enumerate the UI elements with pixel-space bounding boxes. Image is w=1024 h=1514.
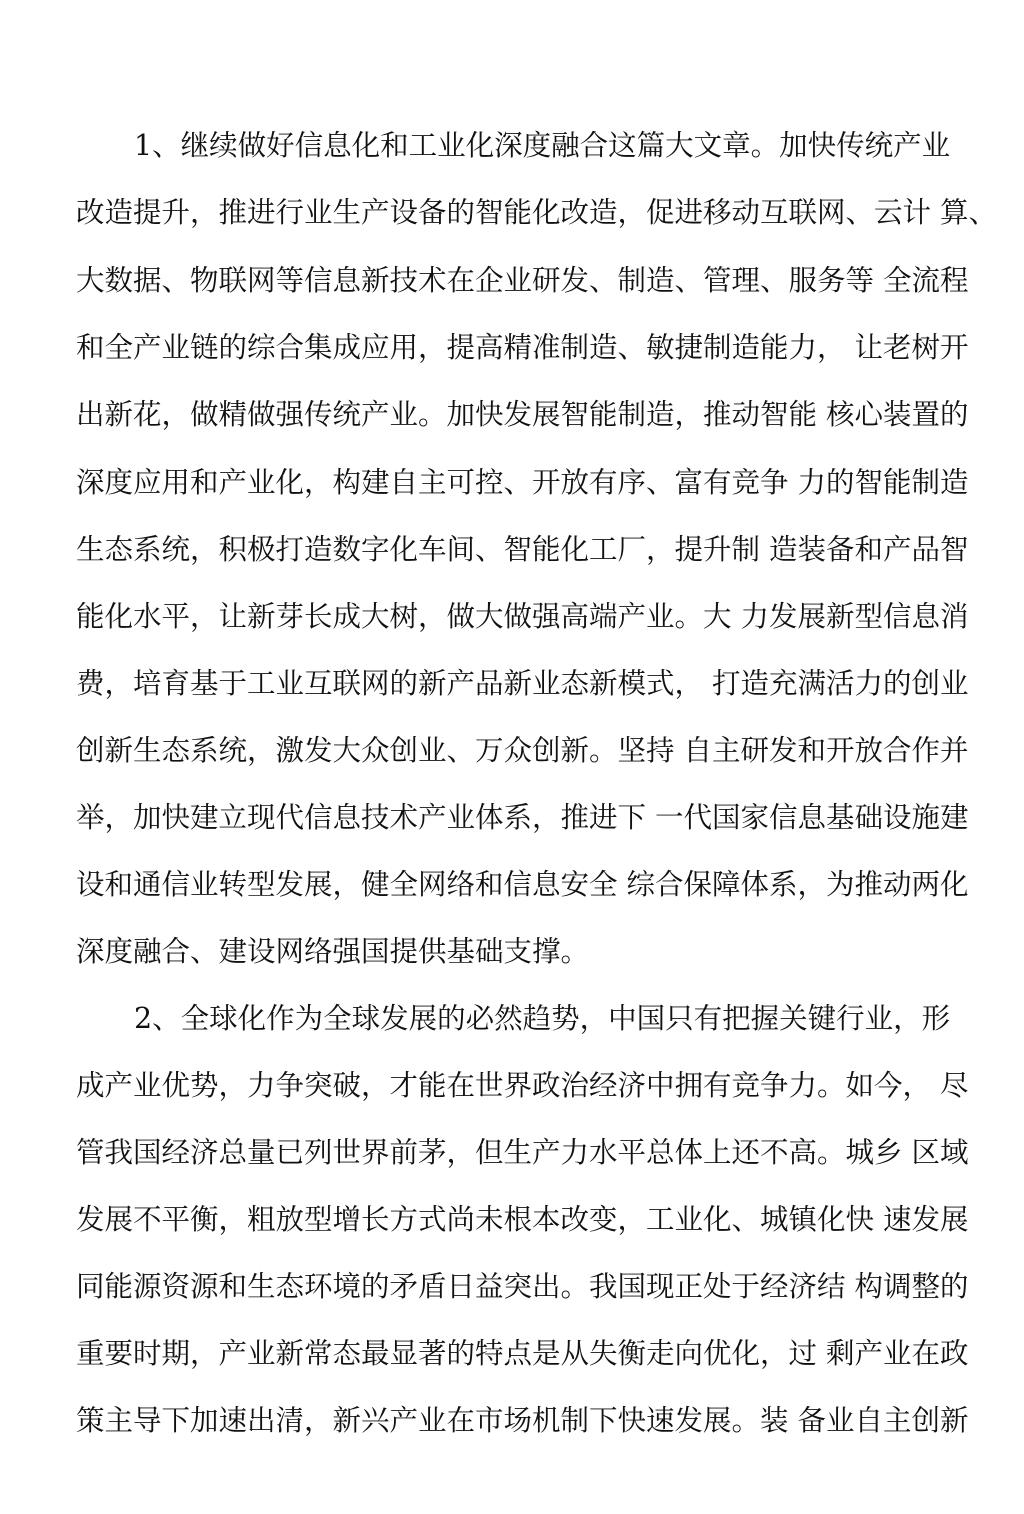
paragraph-1-line-7: 生态系统，积极打造数字化车间、智能化工厂，提升制 造装备和产品智 (76, 533, 969, 566)
paragraph-1-line-6: 深度应用和产业化，构建自主可控、开放有序、富有竞争 力的智能制造 (76, 466, 969, 499)
paragraph-1-line-12: 设和通信业转型发展，健全网络和信息安全 综合保障体系，为推动两化 (76, 868, 969, 901)
paragraph-2-line-3: 管我国经济总量已列世界前茅，但生产力水平总体上还不高。城乡 区域 (76, 1136, 969, 1169)
paragraph-2-line-7: 策主导下加速出清，新兴产业在市场机制下快速发展。装 备业自主创新 (76, 1404, 969, 1437)
paragraph-1-line-2: 改造提升，推进行业生产设备的智能化改造，促进移动互联网、云计 算、 (76, 196, 998, 229)
paragraph-1-line-4: 和全产业链的综合集成应用，提高精准制造、敏捷制造能力， 让老树开 (76, 331, 969, 364)
paragraph-2-line-4: 发展不平衡，粗放型增长方式尚未根本改变，工业化、城镇化快 速发展 (76, 1203, 969, 1236)
paragraph-1-line-8: 能化水平，让新芽长成大树，做大做强高端产业。大 力发展新型信息消 (76, 600, 969, 633)
paragraph-1-line-3: 大数据、物联网等信息新技术在企业研发、制造、管理、服务等 全流程 (76, 264, 969, 297)
paragraph-1-line-11: 举，加快建立现代信息技术产业体系，推进下 一代国家信息基础设施建 (76, 801, 969, 834)
paragraph-2-line-5: 同能源资源和生态环境的矛盾日益突出。我国现正处于经济结 构调整的 (76, 1270, 969, 1303)
paragraph-1-line-13: 深度融合、建设网络强国提供基础支撑。 (76, 935, 590, 968)
paragraph-2-line-2: 成产业优势，力争突破，才能在世界政治经济中拥有竞争力。如今， 尽 (76, 1069, 969, 1102)
paragraph-2-line-1: 2、全球化作为全球发展的必然趋势，中国只有把握关键行业，形 (134, 1002, 951, 1035)
paragraph-1-line-1: 1、继续做好信息化和工业化深度融合这篇大文章。加快传统产业 (134, 129, 951, 162)
paragraph-1-line-5: 出新花，做精做强传统产业。加快发展智能制造，推动智能 核心装置的 (76, 398, 969, 431)
paragraph-1-line-10: 创新生态系统，激发大众创业、万众创新。坚持 自主研发和开放合作并 (76, 734, 969, 767)
paragraph-1-line-9: 费，培育基于工业互联网的新产品新业态新模式， 打造充满活力的创业 (76, 667, 969, 700)
paragraph-2-line-6: 重要时期，产业新常态最显著的特点是从失衡走向优化，过 剩产业在政 (76, 1337, 969, 1370)
